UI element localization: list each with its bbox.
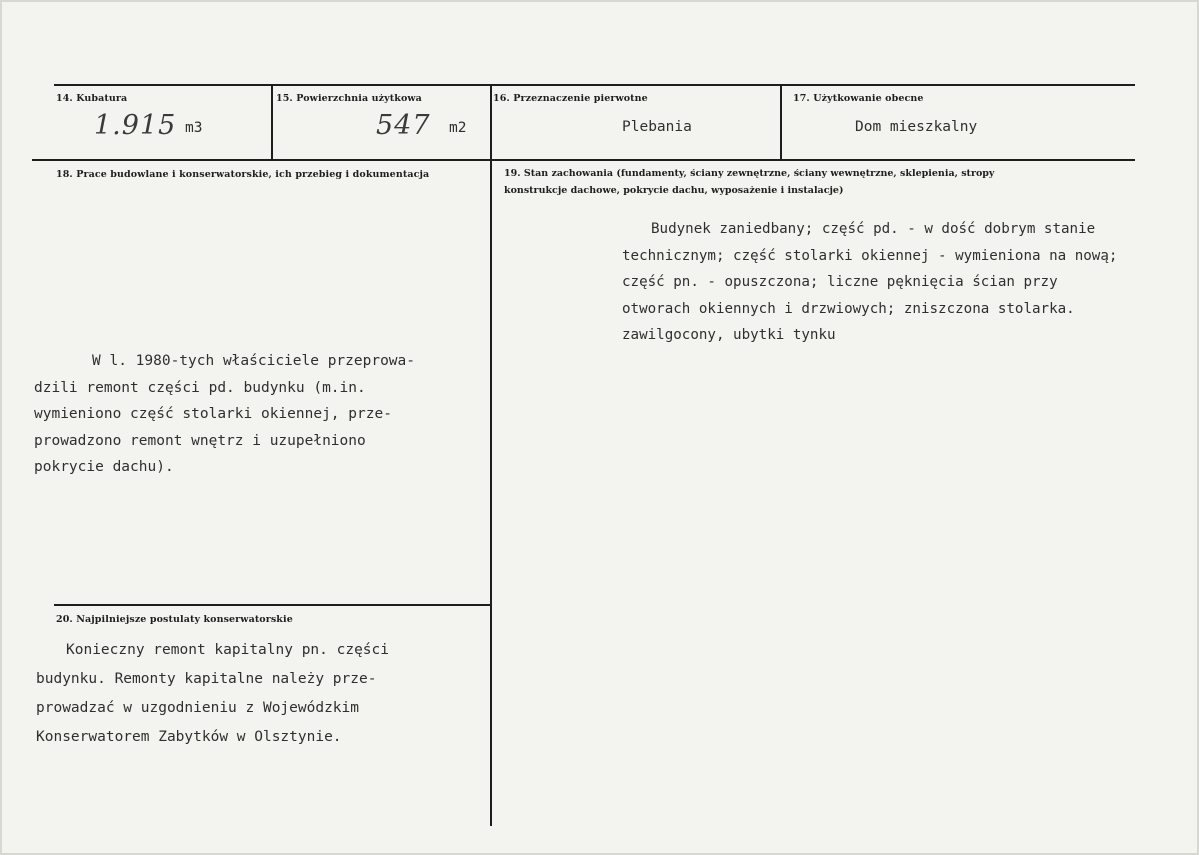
stan-text bbox=[622, 216, 1117, 349]
przeznaczenie-label: 16. Przeznaczenie pierwotne bbox=[493, 93, 648, 104]
prace-line: prowadzono remont wnętrz i uzupełniono bbox=[34, 432, 366, 449]
divider-16-17 bbox=[780, 84, 782, 161]
postulaty-line: Konieczny remont kapitalny pn. części bbox=[66, 642, 390, 658]
postulaty-line: prowadzać w uzgodnieniu z Wojewódzkim bbox=[36, 700, 360, 716]
stan-label-line: 19. Stan zachowania (fundamenty, ściany zewnętrzne, ściany wewnętrzne, sklepienia, stropy bbox=[504, 168, 995, 179]
postulaty-line: budynku. Remonty kapitalne należy prze- bbox=[36, 671, 377, 687]
uzytkowanie-label: 17. Użytkowanie obecne bbox=[793, 93, 924, 104]
section-20-rule bbox=[54, 604, 491, 606]
uzytkowanie-value: Dom mieszkalny bbox=[855, 119, 978, 135]
kubatura-unit: m3 bbox=[185, 120, 203, 136]
postulaty-label: 20. Najpilniejsze postulaty konserwatorskie bbox=[56, 614, 293, 625]
prace-line: W l. 1980-tych właściciele przeprowa- bbox=[92, 353, 416, 369]
prace-text bbox=[34, 348, 415, 481]
header-bottom-rule bbox=[32, 159, 1135, 161]
stan-label bbox=[504, 165, 994, 199]
divider-14-15 bbox=[271, 84, 273, 161]
postulaty-line: Konserwatorem Zabytków w Olsztynie. bbox=[36, 729, 342, 745]
stan-line: Budynek zaniedbany; część pd. - w dość dobrym stanie bbox=[651, 221, 1096, 237]
prace-line: dzili remont części pd. budynku (m.in. bbox=[34, 379, 366, 396]
kubatura-label: 14. Kubatura bbox=[56, 93, 128, 104]
prace-label: 18. Prace budowlane i konserwatorskie, ich przebieg i dokumentacja bbox=[56, 169, 430, 180]
stan-label-line: konstrukcje dachowe, pokrycie dachu, wyposażenie i instalacje) bbox=[504, 185, 844, 196]
top-rule bbox=[54, 84, 1135, 86]
stan-line: technicznym; część stolarki okiennej - wymieniona na nową; bbox=[622, 247, 1118, 264]
prace-line: pokrycie dachu). bbox=[34, 459, 174, 475]
stan-line: zawilgocony, ubytki tynku bbox=[622, 327, 836, 343]
powierzchnia-label: 15. Powierzchnia użytkowa bbox=[276, 93, 422, 104]
postulaty-text bbox=[36, 636, 389, 752]
stan-line: część pn. - opuszczona; liczne pęknięcia ścian przy bbox=[622, 274, 1058, 290]
kubatura-value: 1.915 bbox=[94, 110, 177, 141]
powierzchnia-value: 547 bbox=[376, 110, 431, 141]
powierzchnia-unit: m2 bbox=[449, 120, 467, 136]
stan-line: otworach okiennych i drzwiowych; zniszczona stolarka. bbox=[622, 300, 1075, 317]
przeznaczenie-value: Plebania bbox=[622, 119, 692, 135]
main-vertical-divider bbox=[490, 84, 492, 826]
prace-line: wymieniono część stolarki okiennej, prze- bbox=[34, 406, 392, 422]
